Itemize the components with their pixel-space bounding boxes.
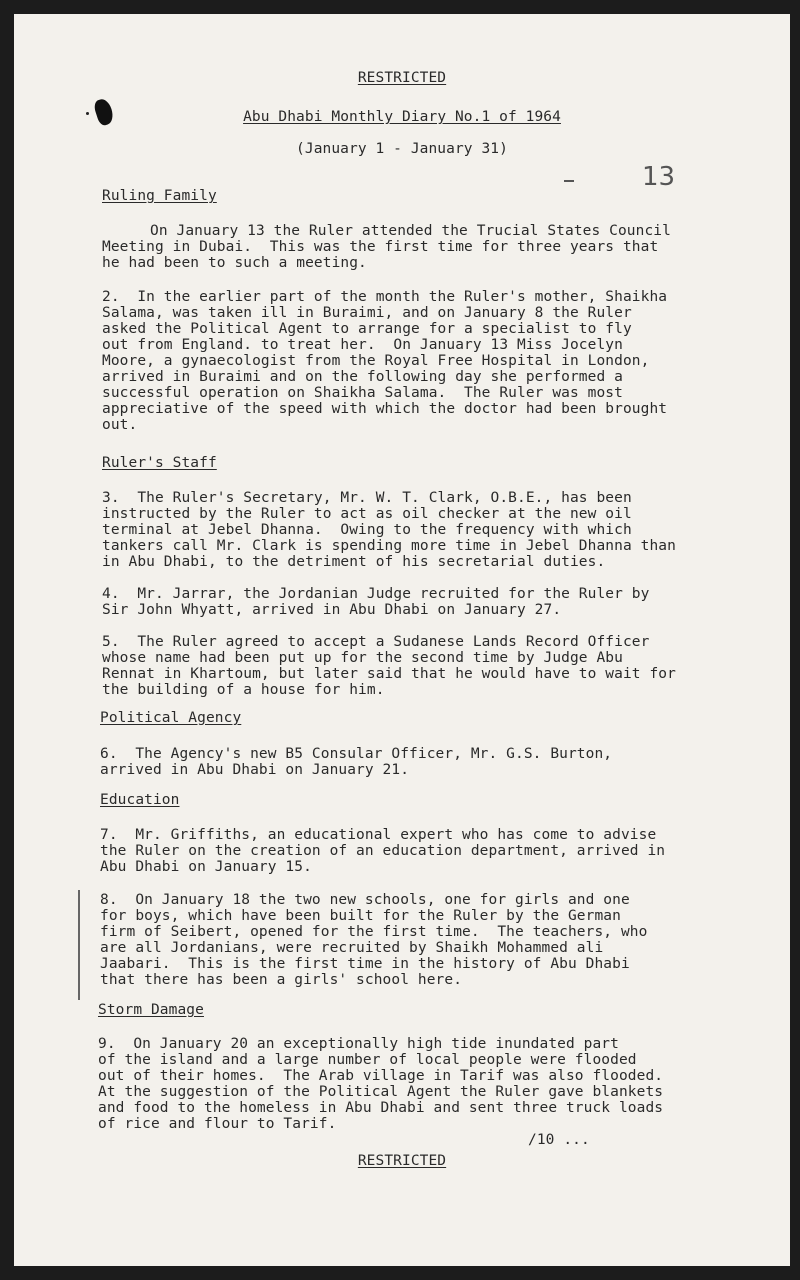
para-7-line-1: 7. Mr. Griffiths, an educational expert who has come to advise — [100, 827, 657, 843]
heading-ruling-family: Ruling Family — [102, 188, 217, 204]
para-8-line-5: Jaabari. This is the first time in the history of Abu Dhabi — [100, 956, 630, 972]
para-1-line-2: Meeting in Dubai. This was the first time for three years that — [102, 239, 659, 255]
para-2-line-8: appreciative of the speed with which the doctor had been brought — [102, 401, 668, 417]
heading-education: Education — [100, 792, 180, 808]
para-8-line-3: firm of Seibert, opened for the first time. The teachers, who — [100, 924, 648, 940]
document-page — [14, 14, 790, 1266]
para-9-line-2: of the island and a large number of local people were flooded — [98, 1052, 637, 1068]
para-8-line-6: that there has been a girls' school here. — [100, 972, 463, 988]
para-4-line-1: 4. Mr. Jarrar, the Jordanian Judge recruited for the Ruler by — [102, 586, 650, 602]
para-2-line-9: out. — [102, 417, 138, 433]
para-3-line-5: in Abu Dhabi, to the detriment of his secretarial duties. — [102, 554, 606, 570]
para-8-line-2: for boys, which have been built for the Ruler by the German — [100, 908, 621, 924]
para-3-line-2: instructed by the Ruler to act as oil checker at the new oil — [102, 506, 632, 522]
footer-classification: RESTRICTED — [357, 1153, 447, 1169]
para-2-line-5: Moore, a gynaecologist from the Royal Free Hospital in London, — [102, 353, 650, 369]
heading-rulers-staff: Ruler's Staff — [102, 455, 217, 471]
para-1-line-1: On January 13 the Ruler attended the Trucial States Council — [150, 223, 671, 239]
para-1-line-3: he had been to such a meeting. — [102, 255, 367, 271]
para-6-line-1: 6. The Agency's new B5 Consular Officer, Mr. G.S. Burton, — [100, 746, 613, 762]
para-2-line-6: arrived in Buraimi and on the following day she performed a — [102, 369, 623, 385]
para-5-line-3: Rennat in Khartoum, but later said that he would have to wait for — [102, 666, 676, 682]
para-3-line-1: 3. The Ruler's Secretary, Mr. W. T. Clark, O.B.E., has been — [102, 490, 632, 506]
para-7-line-2: the Ruler on the creation of an education department, arrived in — [100, 843, 666, 859]
para-5-line-2: whose name had been put up for the second time by Judge Abu — [102, 650, 623, 666]
margin-sideline — [78, 890, 80, 1000]
heading-political-agency: Political Agency — [100, 710, 242, 726]
para-4-line-2: Sir John Whyatt, arrived in Abu Dhabi on January 27. — [102, 602, 562, 618]
para-3-line-3: terminal at Jebel Dhanna. Owing to the frequency with which — [102, 522, 632, 538]
para-3-line-4: tankers call Mr. Clark is spending more time in Jebel Dhanna than — [102, 538, 676, 554]
para-2-line-7: successful operation on Shaikha Salama. The Ruler was most — [102, 385, 623, 401]
para-8-line-1: 8. On January 18 the two new schools, one for girls and one — [100, 892, 630, 908]
para-8-line-4: are all Jordanians, were recruited by Shaikh Mohammed ali — [100, 940, 604, 956]
para-9-line-5: and food to the homeless in Abu Dhabi and sent three truck loads — [98, 1100, 664, 1116]
folio-number: 13 — [642, 162, 676, 192]
para-9-line-4: At the suggestion of the Political Agent the Ruler gave blankets — [98, 1084, 664, 1100]
para-9-line-6: of rice and flour to Tarif. — [98, 1116, 337, 1132]
document-title: Abu Dhabi Monthly Diary No.1 of 1964 — [243, 109, 561, 125]
para-2-line-2: Salama, was taken ill in Buraimi, and on January 8 the Ruler — [102, 305, 632, 321]
heading-storm-damage: Storm Damage — [98, 1002, 204, 1018]
para-2-line-3: asked the Political Agent to arrange for a specialist to fly — [102, 321, 632, 337]
para-2-line-4: out from England. to treat her. On January 13 Miss Jocelyn — [102, 337, 623, 353]
para-9-line-1: 9. On January 20 an exceptionally high tide inundated part — [98, 1036, 619, 1052]
para-6-line-2: arrived in Abu Dhabi on January 21. — [100, 762, 410, 778]
para-5-line-4: the building of a house for him. — [102, 682, 385, 698]
document-period: (January 1 - January 31) — [296, 141, 508, 157]
folio-mark — [564, 180, 574, 182]
para-5-line-1: 5. The Ruler agreed to accept a Sudanese Lands Record Officer — [102, 634, 650, 650]
catchword: /10 ... — [528, 1132, 590, 1148]
para-9-line-3: out of their homes. The Arab village in Tarif was also flooded. — [98, 1068, 664, 1084]
header-classification: RESTRICTED — [357, 70, 447, 86]
para-2-line-1: 2. In the earlier part of the month the Ruler's mother, Shaikha — [102, 289, 668, 305]
para-7-line-3: Abu Dhabi on January 15. — [100, 859, 312, 875]
